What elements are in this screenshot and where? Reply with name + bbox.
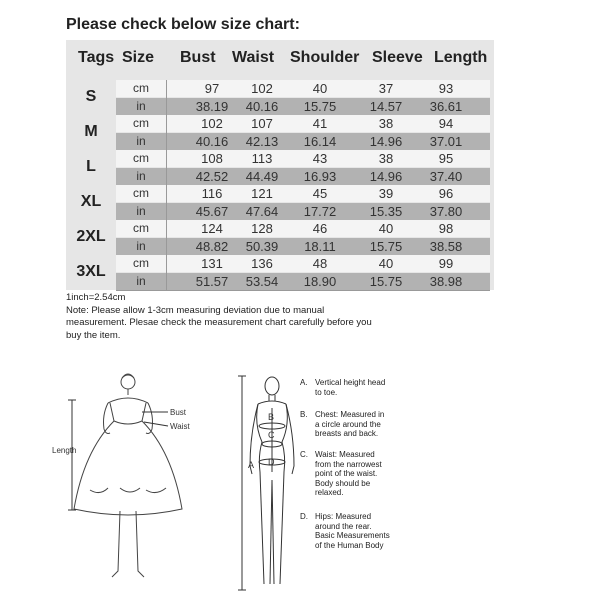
letter-b: B [268,412,275,422]
measurement-a: A. Vertical height head to toe. [300,378,386,397]
table-cell: 38 [378,116,394,131]
table-cell: 107 [251,116,273,131]
body-drawing [228,368,298,593]
table-cell: 48.82 [195,238,229,254]
table-cell: 40 [378,256,394,271]
measurement-d: D. Hips: Measured around the rear. Basic Measurements of the Human Body [300,512,390,550]
unit-label: in [136,133,146,148]
table-cell: 17.72 [303,203,337,219]
size-tag: 3XL [76,263,106,280]
body-measurement-illustration [228,368,408,593]
table-cell: 38.98 [429,273,463,289]
unit-label: in [136,273,146,288]
unit-label: cm [133,256,149,270]
table-cell: 42.13 [245,133,279,149]
table-cell: 102 [251,81,273,96]
header-tags: Tags [78,49,115,66]
deviation-note-line: measurement. Plesae check the measurement chart carefully before you [66,317,372,328]
unit-divider [166,80,167,290]
size-tag: M [84,123,98,140]
table-cell: 15.75 [369,273,403,289]
measurement-c: C. Waist: Measured from the narrowest point of the waist. Body should be relaxed. [300,450,382,497]
table-row-cm [116,80,490,97]
table-cell: 48 [312,256,328,271]
table-cell: 50.39 [245,238,279,254]
table-cell: 37 [378,81,394,96]
table-row-in [116,203,490,220]
letter-a: A [248,460,255,470]
table-cell: 40.16 [245,98,279,114]
table-cell: 41 [312,116,328,131]
letter-c: C [268,430,275,440]
table-row-cm [116,220,490,237]
page-title: Please check below size chart: [66,16,300,33]
size-tag: 2XL [76,228,106,245]
unit-label: in [136,98,146,113]
size-tag: S [85,88,97,105]
table-row-cm [116,255,490,272]
table-cell: 108 [201,151,223,166]
table-cell: 16.14 [303,133,337,149]
table-cell: 38.19 [195,98,229,114]
table-row-in [116,238,490,255]
unit-label: cm [133,186,149,200]
table-cell: 136 [251,256,273,271]
table-cell: 37.80 [429,203,463,219]
header-shoulder: Shoulder [290,49,360,66]
table-cell: 15.75 [303,98,337,114]
header-bust: Bust [180,49,216,66]
table-cell: 95 [438,151,454,166]
table-cell: 15.75 [369,238,403,254]
table-cell: 40 [312,81,328,96]
table-cell: 96 [438,186,454,201]
table-cell: 43 [312,151,328,166]
header-sleeve: Sleeve [372,49,423,66]
unit-label: cm [133,221,149,235]
table-cell: 44.49 [245,168,279,184]
conversion-note: 1inch=2.54cm [66,292,126,303]
table-cell: 102 [201,116,223,131]
table-row-in [116,273,490,290]
header-waist: Waist [232,49,275,66]
size-tag: XL [80,193,102,210]
table-row-in [116,98,490,115]
table-cell: 16.93 [303,168,337,184]
table-cell: 42.52 [195,168,229,184]
size-chart-table [66,40,494,290]
table-cell: 131 [201,256,223,271]
header-length: Length [434,49,488,66]
table-row-cm [116,115,490,132]
table-cell: 51.57 [195,273,229,289]
table-cell: 15.35 [369,203,403,219]
unit-label: in [136,203,146,218]
dress-illustration [50,370,240,595]
table-cell: 46 [312,221,328,236]
table-row-in [116,168,490,185]
unit-label: in [136,238,146,253]
table-cell: 37.40 [429,168,463,184]
table-row-cm [116,185,490,202]
table-cell: 97 [204,81,220,96]
unit-label: cm [133,151,149,165]
table-cell: 45 [312,186,328,201]
table-cell: 40.16 [195,133,229,149]
deviation-note-line: buy the item. [66,329,121,341]
table-cell: 38 [378,151,394,166]
table-cell: 128 [251,221,273,236]
letter-d: D [268,457,275,467]
table-cell: 14.96 [369,168,403,184]
measurement-b: B. Chest: Measured in a circle around the breasts and back. [300,410,385,438]
deviation-note-line: Note: Please allow 1-3cm measuring deviation due to manual [66,304,325,316]
table-cell: 37.01 [429,133,463,149]
unit-label: in [136,168,146,183]
length-label: Length [52,446,77,455]
table-row-cm [116,150,490,167]
table-cell: 53.54 [245,273,279,289]
table-cell: 14.57 [369,98,403,114]
table-cell: 45.67 [195,203,229,219]
table-cell: 14.96 [369,133,403,149]
table-cell: 39 [378,186,394,201]
table-cell: 116 [201,186,223,201]
header-size: Size [122,49,155,66]
table-cell: 18.90 [303,273,337,289]
table-cell: 40 [378,221,394,236]
table-cell: 99 [438,256,454,271]
table-cell: 124 [201,221,223,236]
table-cell: 93 [438,81,454,96]
dress-drawing [50,370,240,595]
table-cell: 47.64 [245,203,279,219]
unit-label: cm [133,116,149,130]
table-row-in [116,133,490,150]
bust-label: Bust [170,408,187,417]
table-cell: 121 [251,186,273,201]
table-cell: 98 [438,221,454,236]
unit-label: cm [133,81,149,95]
notes [66,292,372,342]
table-cell: 94 [438,116,454,131]
size-tag: L [86,158,96,175]
table-cell: 38.58 [429,238,463,254]
table-cell: 113 [251,151,273,166]
table-cell: 36.61 [429,98,463,114]
waist-label: Waist [170,422,190,431]
table-cell: 18.11 [304,238,336,254]
row-divider [116,290,490,291]
